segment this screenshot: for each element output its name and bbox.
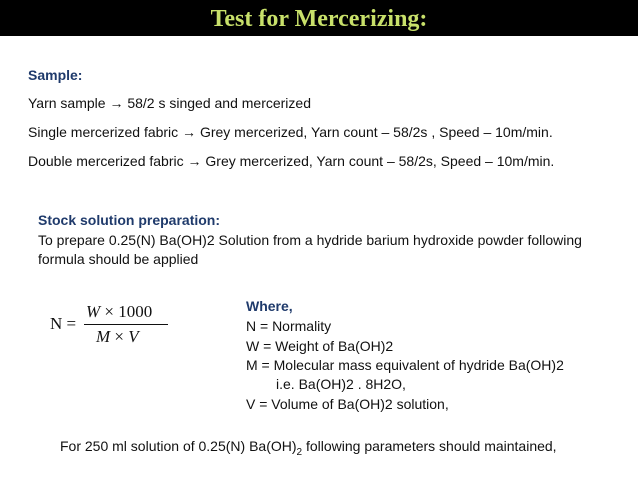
where-molecular-mass: M = Molecular mass equivalent of hydride Ba(OH)2 (246, 357, 564, 373)
where-ie: i.e. Ba(OH)2 . 8H2O, (276, 376, 406, 392)
footer-line (60, 438, 557, 458)
where-normality: N = Normality (246, 318, 332, 334)
where-weight: W = Weight of Ba(OH)2 (246, 338, 394, 354)
where-volume: V = Volume of Ba(OH)2 solution, (246, 396, 449, 412)
formula-numerator-var: W (86, 302, 101, 321)
stock-heading: Stock solution preparation: (38, 212, 221, 228)
title-bar (0, 0, 638, 36)
stock-line-1: To prepare 0.25(N) Ba(OH)2 Solution from a hydride barium hydroxide powder following (38, 232, 582, 248)
formula-denominator-op: × (110, 327, 129, 346)
normality-formula (50, 302, 180, 346)
formula-fraction-bar (84, 324, 168, 325)
formula-denominator-var-v: V (128, 327, 139, 346)
formula-numerator-op: × 1000 (100, 302, 153, 321)
formula-denominator (96, 327, 139, 347)
formula-denominator-var-m: M (96, 327, 111, 346)
sample-line-double: Double mercerized fabric → Grey mercerized, Yarn count – 58/2s, Speed – 10m/min. (28, 153, 555, 169)
sample-line-single: Single mercerized fabric → Grey mercerized, Yarn count – 58/2s , Speed – 10m/min. (28, 124, 553, 140)
footer-before: For 250 ml solution of 0.25(N) Ba(OH) (60, 438, 297, 454)
footer-subscript: 2 (296, 446, 303, 458)
sample-heading: Sample: (28, 67, 83, 83)
sample-line-yarn: Yarn sample → 58/2 s singed and mercerized (28, 95, 311, 111)
footer-after: following parameters should maintained, (302, 438, 557, 454)
formula-numerator (86, 302, 152, 322)
stock-line-2: formula should be applied (38, 251, 199, 267)
where-heading: Where, (246, 298, 293, 314)
slide-title: Test for Mercerizing: (210, 6, 428, 32)
formula-lhs: N = (50, 314, 77, 333)
